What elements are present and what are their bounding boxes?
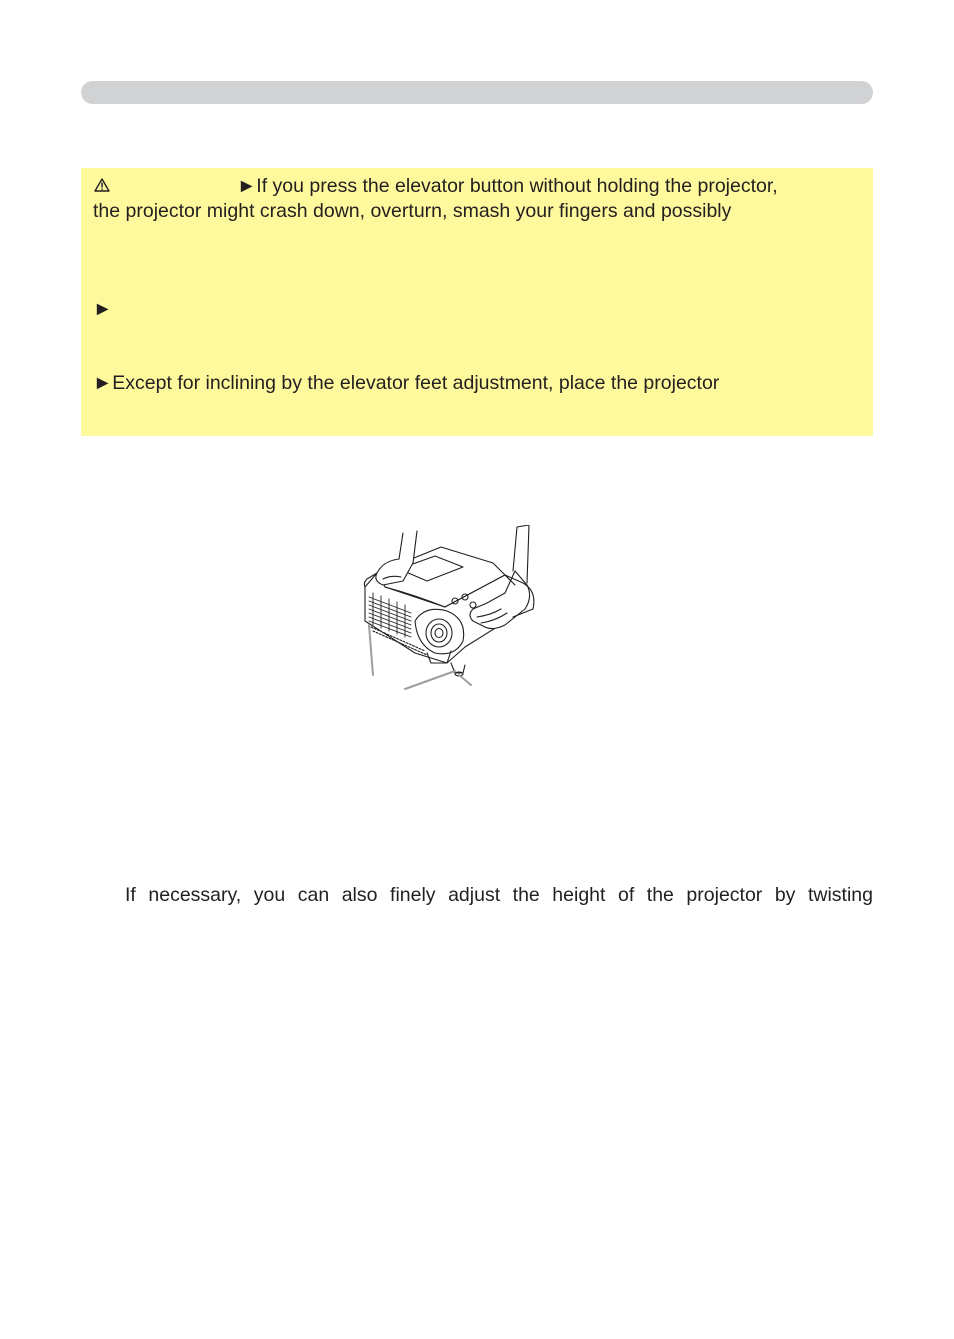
caution-bullet-2: ► bbox=[93, 298, 113, 320]
caution-line-2: the projector might crash down, overturn, smash your fingers and possibly bbox=[93, 200, 732, 222]
section-header-bar bbox=[81, 81, 873, 104]
body-paragraph: If necessary, you can also finely adjust the height of the projector by twisting bbox=[125, 884, 873, 906]
warning-triangle-icon bbox=[94, 178, 110, 192]
caution-line-1: ►If you press the elevator button without holding the projector, bbox=[237, 175, 778, 197]
caution-line-3: ►Except for inclining by the elevator feet adjustment, place the projector bbox=[93, 372, 720, 394]
projector-illustration bbox=[355, 525, 545, 690]
